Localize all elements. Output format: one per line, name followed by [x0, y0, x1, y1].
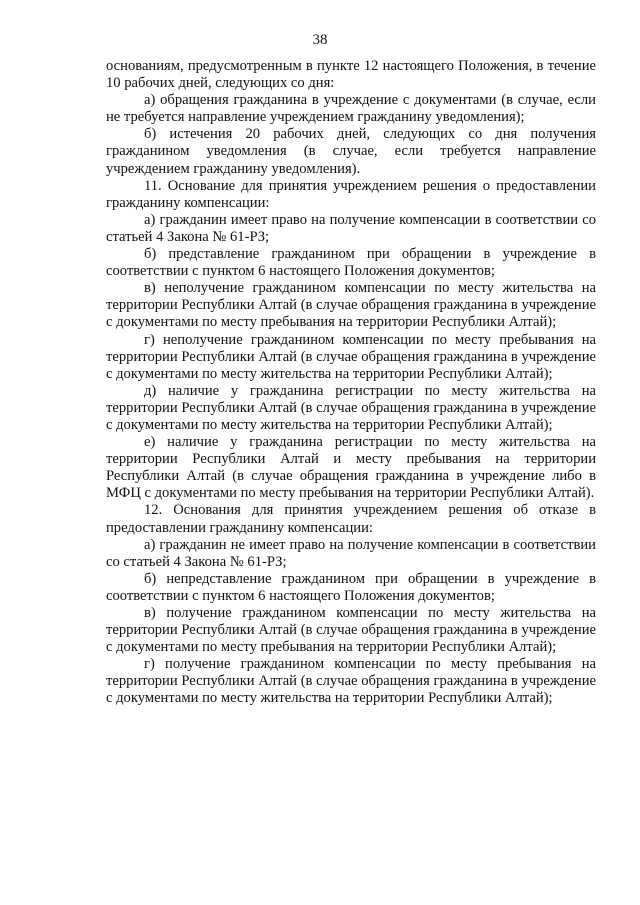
- paragraph-item-b: б) представление гражданином при обращении в учреждение в соответствии с пунктом 6 настоящего Положения документов;: [106, 246, 596, 280]
- paragraph-item-v: в) получение гражданином компенсации по месту жительства на территории Республики Алтай (в случае обращения гражданина в учреждение с документами по месту пребывания на территории Республики Алтай);: [106, 605, 596, 656]
- paragraph-item-a: а) гражданин не имеет право на получение компенсации в соответствии со статьей 4 Закона № 61-РЗ;: [106, 536, 596, 570]
- paragraph-item-e: е) наличие у гражданина регистрации по месту жительства на территории Республики Алтай и месту пребывания на территории Республики Алтай (в случае обращения гражданина в учреждение либо в МФЦ с документами по месту пребывания на территории Республики Алтай).: [106, 434, 596, 502]
- paragraph-item-g: г) неполучение гражданином компенсации по месту пребывания на территории Республики Алтай (в случае обращения гражданина в учреждение с документами по месту жительства на территории Республики Алтай);: [106, 331, 596, 382]
- paragraph-section-11: 11. Основание для принятия учреждением решения о предоставлении гражданину компенсации:: [106, 177, 596, 211]
- paragraph-item-a: а) гражданин имеет право на получение компенсации в соответствии со статьей 4 Закона № 61-РЗ;: [106, 211, 596, 245]
- paragraph-item-a: а) обращения гражданина в учреждение с документами (в случае, если не требуется направление учреждением гражданину уведомления);: [106, 92, 596, 126]
- paragraph-section-12: 12. Основания для принятия учреждением решения об отказе в предоставлении гражданину компенсации:: [106, 502, 596, 536]
- paragraph-item-g: г) получение гражданином компенсации по месту пребывания на территории Республики Алтай (в случае обращения гражданина в учреждение с документами по месту жительства на территории Республики Алтай);: [106, 656, 596, 707]
- page-number: 38: [312, 32, 328, 48]
- paragraph-item-b: б) истечения 20 рабочих дней, следующих со дня получения гражданином уведомления (в случае, если требуется направление учреждением гражданину уведомления).: [106, 126, 596, 177]
- paragraph-item-d: д) наличие у гражданина регистрации по месту жительства на территории Республики Алтай (в случае обращения гражданина в учреждение с документами по месту жительства на территории Республики Алтай);: [106, 382, 596, 433]
- paragraph-item-b: б) непредставление гражданином при обращении в учреждение в соответствии с пунктом 6 настоящего Положения документов;: [106, 570, 596, 604]
- document-body: [106, 58, 596, 708]
- paragraph-continuation: основаниям, предусмотренным в пункте 12 настоящего Положения, в течение 10 рабочих дней, следующих со дня:: [106, 58, 596, 92]
- paragraph-item-v: в) неполучение гражданином компенсации по месту жительства на территории Республики Алтай (в случае обращения гражданина в учреждение с документами по месту пребывания на территории Республики Алтай);: [106, 280, 596, 331]
